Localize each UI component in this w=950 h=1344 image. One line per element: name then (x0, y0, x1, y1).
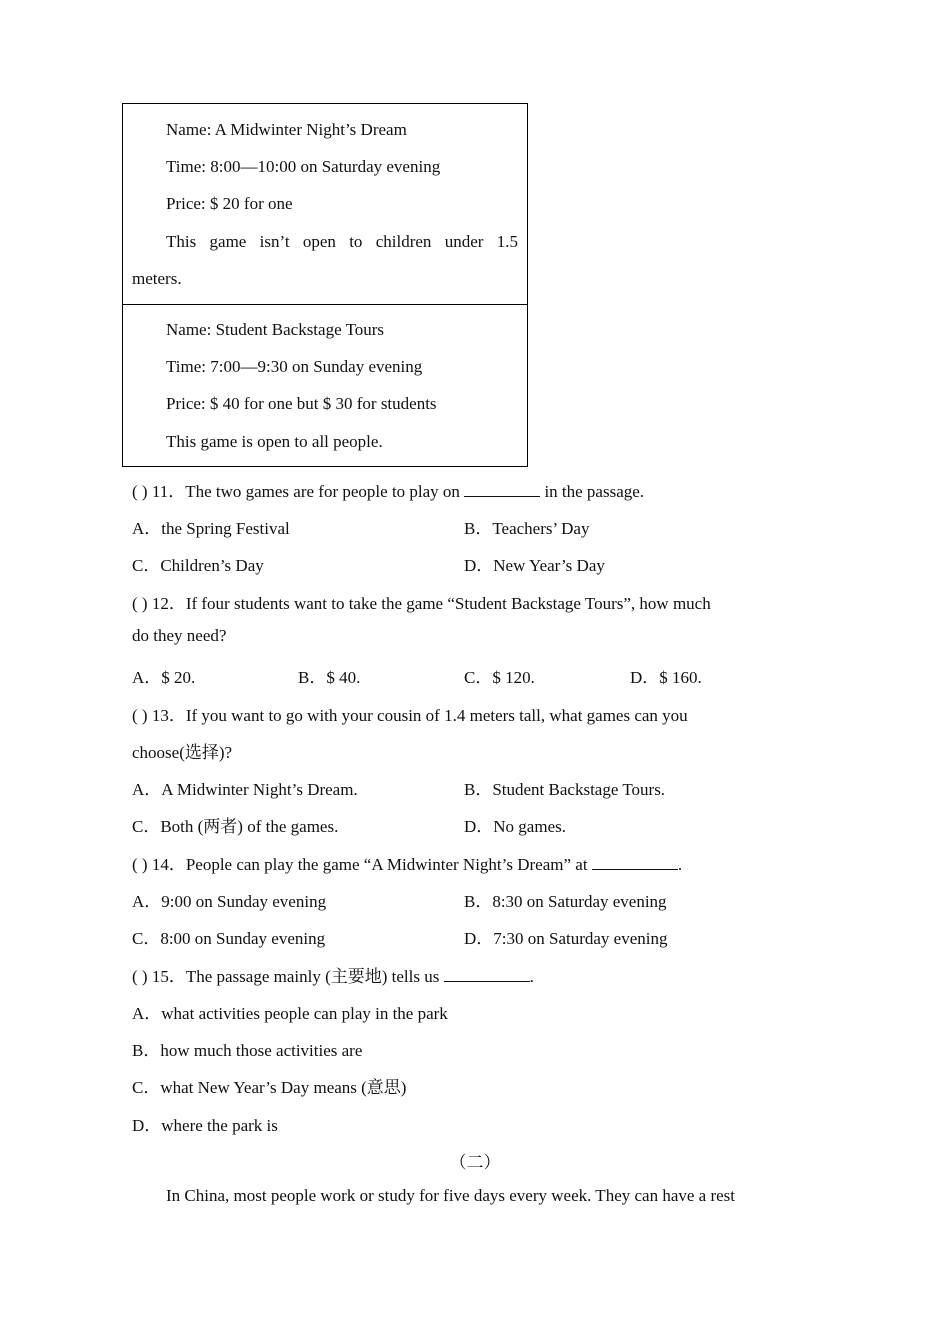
section-heading: （二） (449, 1153, 501, 1172)
question-11-stem: ( ) 11．The two games are for people to play on in the passage. (132, 482, 645, 501)
question-15-stem: ( ) 15．The passage mainly (主要地) tells us . (132, 967, 534, 986)
game-1-cell (123, 104, 527, 304)
q12-option-b[interactable]: B．$ 40. (298, 668, 361, 687)
game-1-time: Time: 8:00—10:00 on Saturday evening (166, 157, 441, 176)
question-12-stem-cont: do they need? (132, 626, 227, 645)
q13-option-b[interactable]: B．Student Backstage Tours. (464, 780, 666, 799)
q15-option-c[interactable]: C．what New Year’s Day means (意思) (132, 1078, 407, 1097)
game-2-time: Time: 7:00—9:30 on Sunday evening (166, 357, 423, 376)
answer-blank[interactable] (464, 482, 540, 497)
question-13-stem-cont: choose(选择)? (132, 743, 233, 762)
answer-blank[interactable] (444, 967, 530, 982)
answer-blank[interactable] (592, 855, 678, 870)
q14-option-c[interactable]: C．8:00 on Sunday evening (132, 929, 326, 948)
q14-option-b[interactable]: B．8:30 on Saturday evening (464, 892, 667, 911)
game-2-rule: This game is open to all people. (166, 432, 383, 451)
game-2-cell (123, 304, 527, 466)
game-2-price: Price: $ 40 for one but $ 30 for students (166, 394, 437, 413)
question-12-stem: ( ) 12．If four students want to take the game “Student Backstage Tours”, how much (132, 594, 711, 613)
q12-option-a[interactable]: A．$ 20. (132, 668, 196, 687)
game-1-price: Price: $ 20 for one (166, 194, 293, 213)
q15-option-d[interactable]: D．where the park is (132, 1116, 278, 1135)
game-1-rule-cont: meters. (132, 269, 182, 288)
q13-option-c[interactable]: C．Both (两者) of the games. (132, 817, 339, 836)
q11-option-d[interactable]: D．New Year’s Day (464, 556, 605, 575)
game-1-rule: This game isn’t open to children under 1.5 (166, 232, 518, 251)
game-2-name: Name: Student Backstage Tours (166, 320, 385, 339)
passage-first-line: In China, most people work or study for five days every week. They can have a rest (166, 1186, 736, 1205)
q11-option-c[interactable]: C．Children’s Day (132, 556, 264, 575)
q11-option-b[interactable]: B．Teachers’ Day (464, 519, 590, 538)
q14-option-a[interactable]: A．9:00 on Sunday evening (132, 892, 327, 911)
game-info-table (122, 103, 528, 467)
q13-option-d[interactable]: D．No games. (464, 817, 566, 836)
question-13-stem: ( ) 13．If you want to go with your cousin of 1.4 meters tall, what games can you (132, 706, 688, 725)
q15-option-a[interactable]: A．what activities people can play in the park (132, 1004, 448, 1023)
q11-option-a[interactable]: A．the Spring Festival (132, 519, 290, 538)
q12-option-c[interactable]: C．$ 120. (464, 668, 535, 687)
q14-option-d[interactable]: D．7:30 on Saturday evening (464, 929, 668, 948)
q15-option-b[interactable]: B．how much those activities are (132, 1041, 363, 1060)
q13-option-a[interactable]: A．A Midwinter Night’s Dream. (132, 780, 358, 799)
q12-option-d[interactable]: D．$ 160. (630, 668, 702, 687)
game-1-name: Name: A Midwinter Night’s Dream (166, 120, 407, 139)
question-14-stem: ( ) 14．People can play the game “A Midwinter Night’s Dream” at . (132, 855, 683, 874)
